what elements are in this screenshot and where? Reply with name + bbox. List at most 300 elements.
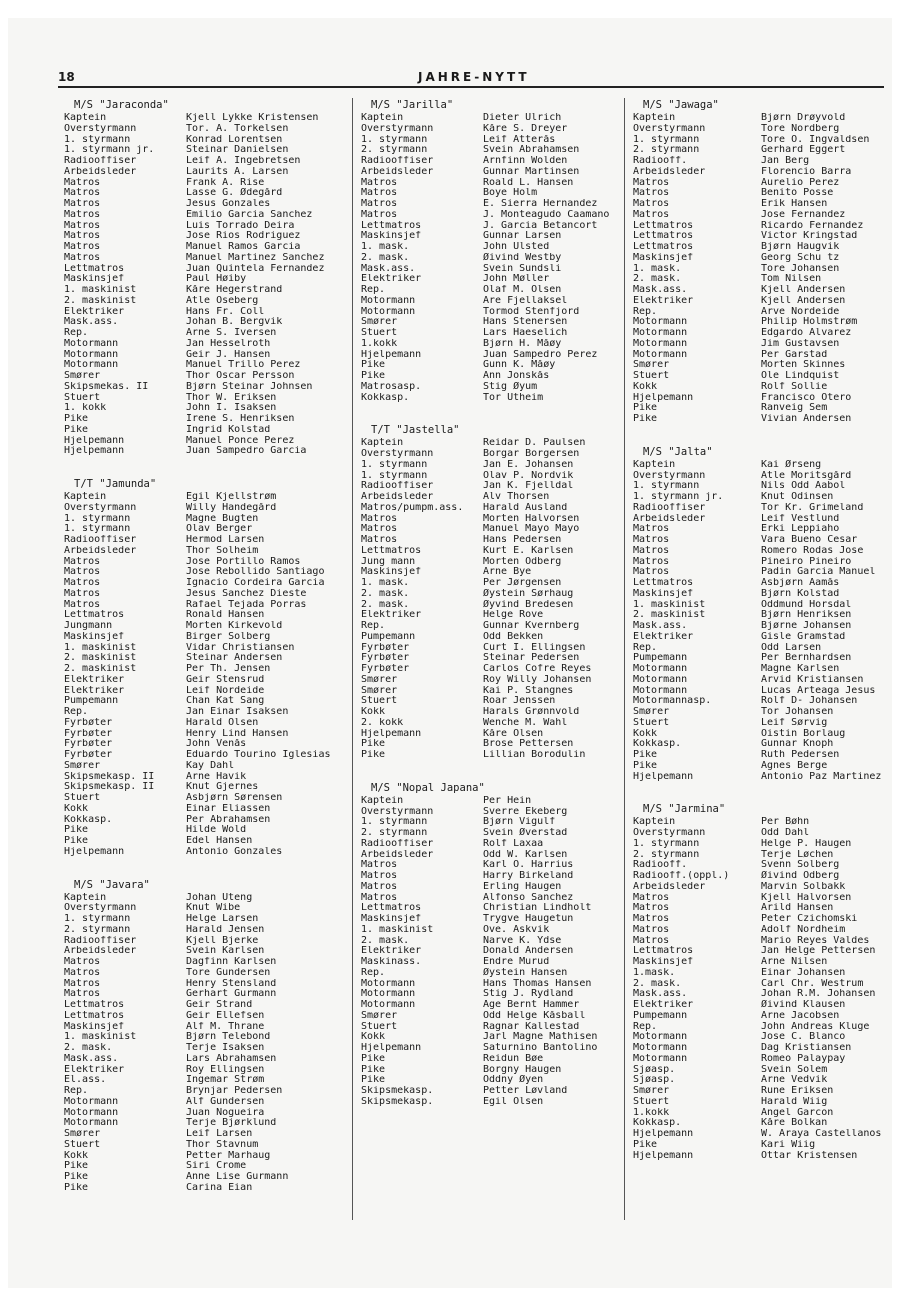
crew-name: Reidar D. Paulsen	[483, 438, 586, 449]
crew-rank: Rep.	[64, 1086, 89, 1096]
crew-row	[64, 761, 344, 772]
crew-row	[64, 914, 344, 925]
crew-row	[64, 1161, 344, 1172]
crew-rank: Motormannasp.	[633, 696, 712, 707]
crew-row	[633, 761, 891, 772]
crew-row	[361, 145, 641, 156]
crew-row	[633, 221, 891, 232]
crew-rank: 1. styrmann jr.	[64, 145, 155, 156]
crew-row	[64, 492, 344, 503]
crew-rank: Matros	[64, 231, 101, 242]
crew-rank: Overstyrmann	[633, 470, 706, 481]
crew-name: Edgardo Alvarez	[761, 328, 852, 338]
crew-row	[64, 317, 344, 328]
crew-row	[633, 460, 891, 471]
crew-rank: Matros	[633, 567, 670, 578]
crew-row	[361, 285, 641, 296]
crew-rank: Pumpemann	[633, 653, 688, 664]
crew-name: Ottar Kristensen	[761, 1150, 858, 1161]
crew-name: Steinar Pedersen	[483, 653, 580, 664]
crew-name: Harald Olsen	[186, 717, 259, 728]
crew-row	[633, 481, 891, 492]
crew-name: Kåre S. Dreyer	[483, 123, 568, 134]
crew-row	[633, 1054, 891, 1065]
crew-row	[633, 1129, 891, 1140]
crew-rank: Motormann	[633, 1053, 688, 1064]
crew-row	[633, 1065, 891, 1076]
crew-row	[633, 1011, 891, 1022]
crew-rank: 2. mask.	[361, 252, 410, 263]
crew-row	[633, 850, 891, 861]
crew-rank: Overstyrmann	[361, 123, 434, 134]
crew-name: Gunnar Larsen	[483, 231, 562, 242]
crew-name: Henry Lind Hansen	[186, 728, 289, 739]
crew-row	[64, 178, 344, 189]
ship-name: T/T "Jamunda"	[74, 478, 157, 490]
crew-name: Lars Abrahamsen	[186, 1053, 277, 1064]
crew-row	[64, 135, 344, 146]
crew-row	[64, 750, 344, 761]
crew-rank: Pike	[361, 1053, 386, 1064]
crew-name: Steinar Danielsen	[186, 145, 289, 156]
crew-row	[64, 446, 344, 457]
crew-row	[361, 124, 641, 135]
crew-name: Curt I. Ellingsen	[483, 642, 586, 653]
crew-name: Magne Bugten	[186, 513, 259, 524]
crew-rank: Radiooffiser	[633, 502, 706, 513]
crew-row	[64, 696, 344, 707]
crew-row	[361, 707, 641, 718]
crew-rank: Elektriker	[633, 631, 694, 642]
crew-row	[633, 600, 891, 611]
crew-row	[633, 1022, 891, 1033]
crew-rank: Kokk	[64, 1150, 89, 1161]
crew-row	[633, 893, 891, 904]
crew-rank: Lettmatros	[361, 545, 422, 556]
crew-rank: 1. styrmann	[64, 914, 131, 924]
crew-row	[633, 686, 891, 697]
ship-name: T/T "Jastella"	[371, 424, 460, 437]
crew-name: Tore O. Ingvaldsen	[761, 134, 870, 145]
crew-row	[361, 600, 641, 611]
crew-row	[633, 957, 891, 968]
crew-rank: Matros	[361, 881, 398, 892]
crew-row	[633, 414, 891, 425]
crew-name: Jan Einar Isaksen	[186, 707, 289, 717]
crew-row	[361, 1054, 641, 1065]
crew-row	[64, 1108, 344, 1119]
crew-rank: Motormann	[633, 328, 688, 338]
crew-name: Harald Jensen	[186, 924, 265, 935]
crew-row	[361, 893, 641, 904]
crew-name: Angel Garcon	[761, 1107, 834, 1118]
crew-row	[633, 860, 891, 871]
crew-name: Terje Løchen	[761, 849, 834, 860]
crew-name: Leif Nordeide	[186, 685, 265, 696]
crew-name: Jan K. Fjelldal	[483, 481, 574, 492]
crew-name: Wenche M. Wahl	[483, 717, 568, 728]
crew-rank: Kaptein	[361, 438, 404, 449]
crew-name: Erki Leppiaho	[761, 524, 840, 535]
crew-name: Alf Gundersen	[186, 1096, 265, 1107]
crew-row	[64, 836, 344, 847]
crew-name: Ole Lindquist	[761, 371, 840, 381]
crew-rank: Pike	[361, 739, 386, 750]
crew-name: Kai Ørseng	[761, 459, 822, 470]
crew-row	[361, 350, 641, 361]
crew-name: Irene S. Henriksen	[186, 414, 295, 424]
crew-rank: Matros	[64, 199, 101, 209]
crew-rank: Matros	[64, 242, 101, 252]
crew-rank: Kokkasp.	[361, 392, 410, 403]
crew-name: Morten Halvorsen	[483, 513, 580, 524]
crew-name: Pineiro Pineiro	[761, 556, 852, 567]
crew-name: Carl Chr. Westrum	[761, 978, 864, 989]
crew-row	[64, 1065, 344, 1076]
crew-name: Tom Nilsen	[761, 274, 822, 285]
crew-rank: Rep.	[64, 707, 89, 717]
crew-name: Kjell Halvorsen	[761, 892, 852, 903]
crew-row	[64, 903, 344, 914]
crew-name: Odd Bekken	[483, 631, 544, 642]
crew-row	[633, 729, 891, 740]
crew-rank: Skipsmekasp.	[361, 1096, 434, 1107]
crew-name: Per Th. Jensen	[186, 664, 271, 674]
crew-rank: Pike	[361, 750, 386, 760]
crew-row	[633, 113, 891, 124]
crew-row	[361, 307, 641, 318]
crew-rank: Maskinsjef	[361, 567, 422, 578]
crew-name: Svein Abrahamsen	[483, 145, 580, 156]
crew-row	[64, 621, 344, 632]
crew-name: Egil Kjellstrøm	[186, 492, 277, 502]
crew-name: Rafael Tejada Porras	[186, 599, 307, 610]
crew-name: Kari Wiig	[761, 1139, 816, 1150]
crew-row	[64, 718, 344, 729]
crew-name: Asbjørn Sørensen	[186, 793, 283, 803]
crew-rank: Kokk	[633, 381, 658, 392]
crew-row	[361, 807, 641, 818]
crew-name: Arne Vedvik	[761, 1075, 828, 1086]
crew-name: Henry Stensland	[186, 978, 277, 989]
crew-rank: Hjelpemann	[64, 446, 125, 457]
crew-name: Rolf Sollie	[761, 381, 828, 392]
crew-row	[64, 1097, 344, 1108]
crew-name: Arvid Kristiansen	[761, 674, 864, 685]
ship-crew-list	[633, 100, 891, 425]
crew-name: Carina Eian	[186, 1182, 253, 1193]
crew-name: Bjørn Telebond	[186, 1032, 271, 1043]
crew-name: Thor Stavnum	[186, 1139, 259, 1150]
crew-rank: Kokk	[64, 803, 89, 814]
crew-rank: Pike	[361, 1075, 386, 1086]
crew-row	[361, 503, 641, 514]
crew-rank: Kokk	[361, 1032, 386, 1043]
crew-name: Roy Willy Johansen	[483, 674, 592, 685]
crew-row	[633, 946, 891, 957]
crew-row	[64, 729, 344, 740]
crew-row	[64, 968, 344, 979]
crew-row	[361, 492, 641, 503]
crew-row	[633, 178, 891, 189]
crew-rank: Skipsmekasp. II	[64, 771, 155, 782]
crew-name: Jan Helge Pettersen	[761, 946, 876, 957]
crew-rank: Pike	[361, 371, 386, 381]
crew-name: Tor Kr. Grimeland	[761, 502, 864, 513]
crew-rank: Fyrbøter	[361, 653, 410, 664]
crew-name: Jose Rios Rodriguez	[186, 231, 301, 242]
crew-name: Magne Karlsen	[761, 664, 840, 674]
crew-row	[64, 156, 344, 167]
crew-name: E. Sierra Hernandez	[483, 199, 598, 209]
crew-row	[633, 264, 891, 275]
crew-row	[633, 524, 891, 535]
crew-name: Victor Kringstad	[761, 231, 858, 242]
crew-row	[64, 188, 344, 199]
crew-rank: 2. styrmann	[361, 828, 428, 838]
crew-rank: Radiooffiser	[64, 535, 137, 545]
crew-name: Johan B. Bergvik	[186, 317, 283, 328]
crew-rank: Stuert	[64, 1139, 101, 1150]
page-header	[58, 70, 884, 88]
crew-name: Mario Reyes Valdes	[761, 935, 870, 946]
ship-name: M/S "Javara"	[74, 878, 150, 891]
crew-rank: Matros	[361, 871, 398, 881]
crew-rank: 2. kokk	[361, 717, 404, 728]
crew-rank: Matros	[633, 545, 670, 556]
crew-row	[633, 817, 891, 828]
crew-rank: 1. styrmann	[64, 524, 131, 535]
crew-rank: Matros	[361, 524, 398, 535]
crew-row	[361, 686, 641, 697]
crew-row	[64, 425, 344, 436]
crew-rank: Lettmatros	[633, 578, 694, 588]
crew-rank: Motormann	[64, 1118, 119, 1129]
crew-name: Bjørn H. Måøy	[483, 338, 562, 349]
crew-rank: Motormann	[64, 1096, 119, 1107]
crew-rank: 1. maskinist	[64, 1032, 137, 1043]
crew-row	[64, 1022, 344, 1033]
crew-row	[64, 524, 344, 535]
crew-name: Jim Gustavsen	[761, 338, 840, 349]
crew-name: Vivian Andersen	[761, 414, 852, 424]
crew-rank: 2. mask.	[64, 1043, 113, 1053]
crew-row	[361, 936, 641, 947]
crew-rank: Overstyrmann	[633, 828, 706, 838]
crew-row	[633, 739, 891, 750]
crew-rank: 1.kokk	[633, 1107, 670, 1118]
crew-name: Luis Torrado Deira	[186, 220, 295, 231]
crew-row	[64, 1075, 344, 1086]
crew-rank: Kaptein	[64, 892, 107, 903]
crew-row	[361, 1097, 641, 1108]
crew-row	[64, 589, 344, 600]
crew-name: Per Garstad	[761, 349, 828, 360]
crew-name: Harald Ausland	[483, 502, 568, 513]
crew-row	[633, 621, 891, 632]
crew-row	[633, 350, 891, 361]
crew-rank: Arbeidsleder	[64, 545, 137, 556]
crew-name: Øivind Odberg	[761, 871, 840, 881]
crew-row	[361, 317, 641, 328]
crew-name: Roar Jenssen	[483, 696, 556, 707]
crew-rank: 1. styrmann	[361, 470, 428, 481]
crew-row	[633, 589, 891, 600]
crew-row	[361, 264, 641, 275]
crew-rank: Rep.	[633, 642, 658, 653]
crew-name: Gunn K. Måøy	[483, 360, 556, 371]
crew-name: Svenn Solberg	[761, 860, 840, 871]
crew-name: Arve Nordeide	[761, 306, 840, 317]
ship-crew-list	[361, 100, 641, 403]
crew-name: Jesus Gonzales	[186, 199, 271, 209]
crew-name: Arne S. Iversen	[186, 328, 277, 338]
crew-rank: Kokk	[633, 728, 658, 739]
crew-rank: Matros	[633, 177, 670, 188]
crew-rank: 1. maskinist	[633, 599, 706, 610]
crew-rank: Mask.ass.	[64, 1053, 119, 1064]
crew-name: Lars Haeselich	[483, 328, 568, 338]
crew-row	[64, 274, 344, 285]
crew-rank: Smører	[361, 674, 398, 685]
crew-name: Laurits A. Larsen	[186, 166, 289, 177]
crew-name: Alfonso Sanchez	[483, 892, 574, 903]
crew-row	[361, 610, 641, 621]
crew-row	[64, 113, 344, 124]
crew-row	[64, 296, 344, 307]
crew-name: Leif Sørvig	[761, 717, 828, 728]
crew-name: Morten Odberg	[483, 556, 562, 567]
crew-row	[64, 145, 344, 156]
crew-rank: Radiooffiser	[64, 935, 137, 946]
crew-rank: Mask.ass.	[633, 989, 688, 1000]
crew-name: Terje Isaksen	[186, 1043, 265, 1053]
crew-row	[633, 1118, 891, 1129]
crew-rank: Matros	[64, 252, 101, 263]
crew-row	[361, 514, 641, 525]
crew-row	[633, 371, 891, 382]
crew-row	[633, 317, 891, 328]
crew-row	[633, 145, 891, 156]
crew-name: Svein Sundsli	[483, 263, 562, 274]
crew-row	[64, 1043, 344, 1054]
crew-row	[633, 167, 891, 178]
crew-name: Manuel Martinez Sanchez	[186, 252, 325, 263]
crew-rank: Matros	[633, 188, 670, 199]
crew-row	[361, 199, 641, 210]
crew-row	[633, 707, 891, 718]
crew-rank: Motormann	[633, 1032, 688, 1043]
crew-name: Christian Lindholt	[483, 903, 592, 914]
crew-name: Leif Larsen	[186, 1129, 253, 1139]
crew-name: Oddmund Horsdal	[761, 599, 852, 610]
crew-name: Hans Stenersen	[483, 317, 568, 328]
crew-name: Narve K. Ydse	[483, 935, 562, 946]
crew-row	[64, 360, 344, 371]
crew-name: Roald L. Hansen	[483, 177, 574, 188]
crew-name: Øivind Westby	[483, 252, 562, 263]
crew-rank: Motormann	[633, 664, 688, 674]
crew-name: Øyvind Bredesen	[483, 599, 574, 610]
crew-name: Arne Havik	[186, 771, 247, 782]
crew-name: Ignacio Cordeira Garcia	[186, 578, 325, 588]
crew-rank: 2. maskinist	[633, 610, 706, 621]
crew-name: John Ulsted	[483, 242, 550, 252]
crew-name: Bjørn Haugvik	[761, 242, 840, 252]
crew-rank: 1. styrmann jr.	[633, 492, 724, 502]
crew-row	[633, 750, 891, 761]
crew-rank: 2. mask.	[633, 274, 682, 285]
crew-rank: Sjøasp.	[633, 1064, 676, 1075]
crew-name: Svein Øverstad	[483, 828, 568, 838]
crew-rank: Pike	[64, 825, 89, 836]
crew-row	[633, 1032, 891, 1043]
crew-row	[64, 436, 344, 447]
crew-rank: 1. styrmann	[361, 459, 428, 470]
crew-rank: 1. styrmann	[633, 134, 700, 145]
crew-name: Ragnar Kallestad	[483, 1021, 580, 1032]
crew-name: Marvin Solbakk	[761, 881, 846, 892]
crew-rank: Kaptein	[361, 113, 404, 123]
crew-rank: 2. maskinist	[64, 653, 137, 664]
crew-rank: Arbeidsleder	[633, 881, 706, 892]
crew-rank: Lettmatros	[64, 610, 125, 621]
crew-row	[361, 621, 641, 632]
crew-rank: Arbeidsleder	[361, 166, 434, 177]
crew-row	[361, 1043, 641, 1054]
crew-row	[633, 567, 891, 578]
crew-name: Juan Nogueira	[186, 1107, 265, 1118]
crew-row	[361, 481, 641, 492]
crew-row	[361, 135, 641, 146]
crew-row	[633, 285, 891, 296]
crew-rank: Fyrbøter	[64, 750, 113, 760]
crew-row	[64, 1032, 344, 1043]
crew-rank: Hjelpemann	[633, 1150, 694, 1161]
crew-row	[361, 188, 641, 199]
crew-row	[633, 231, 891, 242]
crew-name: Johan R.M. Johansen	[761, 989, 876, 1000]
crew-row	[64, 1140, 344, 1151]
crew-row	[633, 307, 891, 318]
crew-name: Kjell Bjerke	[186, 935, 259, 946]
crew-rank: Lettmatros	[633, 220, 694, 231]
crew-rank: Lettmatros	[633, 231, 694, 242]
crew-row	[361, 438, 641, 449]
crew-row	[64, 893, 344, 904]
crew-rank: Hjelpemann	[361, 349, 422, 360]
crew-row	[633, 989, 891, 1000]
crew-rank: Matros	[64, 588, 101, 599]
crew-row	[64, 825, 344, 836]
crew-rank: Overstyrmann	[64, 903, 137, 914]
ship-name: M/S "Jarilla"	[371, 99, 454, 111]
crew-name: Bjørn Steinar Johnsen	[186, 381, 313, 392]
crew-rank: Stuert	[633, 371, 670, 381]
crew-rank: Matros	[64, 599, 101, 610]
crew-name: Roy Ellingsen	[186, 1064, 265, 1075]
crew-row	[64, 514, 344, 525]
crew-row	[361, 675, 641, 686]
crew-rank: Matros	[64, 989, 101, 1000]
crew-name: Oistin Borlaug	[761, 728, 846, 739]
crew-rank: 1. styrmann	[64, 134, 131, 145]
crew-rank: Kaptein	[633, 113, 676, 123]
crew-row	[633, 903, 891, 914]
crew-rank: 1. styrmann	[633, 481, 700, 492]
crew-row	[633, 925, 891, 936]
crew-rank: Pumpemann	[64, 696, 119, 707]
